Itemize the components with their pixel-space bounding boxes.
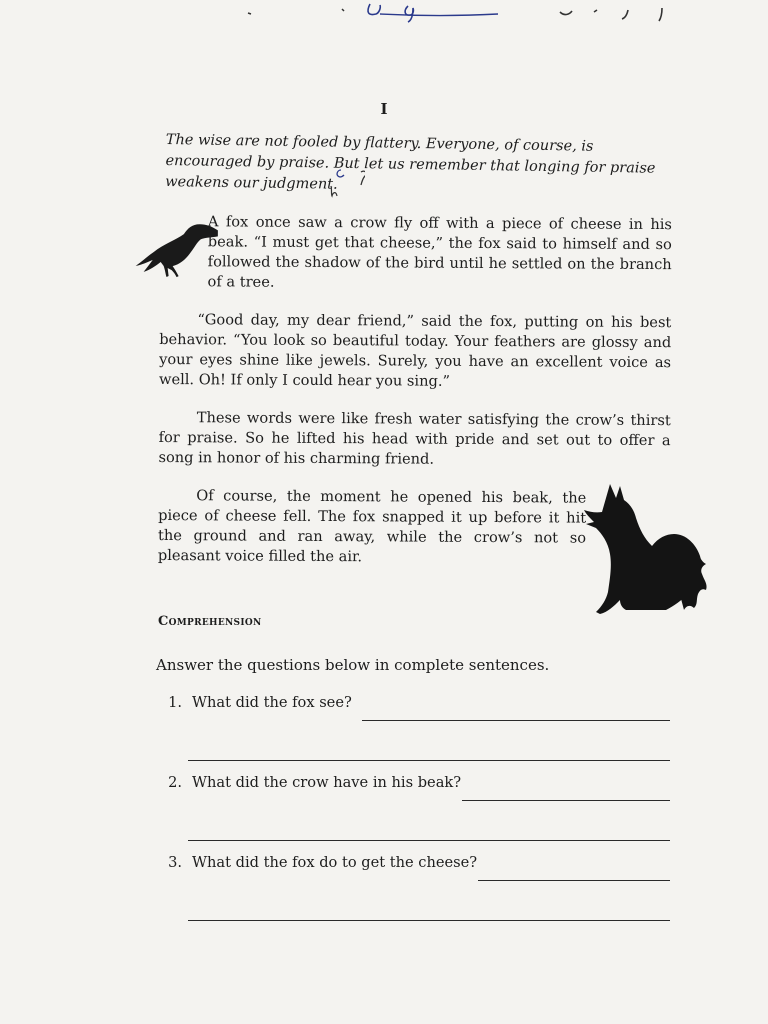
crow-illustration xyxy=(134,212,208,278)
question-number: 1. xyxy=(168,694,182,711)
fox-icon xyxy=(578,482,710,630)
question-text: What did the fox see? xyxy=(192,694,352,711)
answer-line[interactable] xyxy=(188,760,670,761)
handwritten-scribble-top xyxy=(230,0,690,28)
question-number: 3. xyxy=(168,854,182,871)
answer-line[interactable] xyxy=(188,840,670,841)
comprehension-instructions: Answer the questions below in complete sentences. xyxy=(156,656,550,674)
answer-line[interactable] xyxy=(362,720,670,721)
comprehension-heading: Comprehension xyxy=(158,614,262,629)
moral-text xyxy=(165,130,674,201)
question-number: 2. xyxy=(168,774,182,791)
story-paragraph-3: These words were like fresh water satisfying the crow’s thirst for praise. So he lifted his head with pride and set out to offer a song in honor of his charming friend. xyxy=(158,409,671,468)
answer-line[interactable] xyxy=(462,800,670,801)
moral-paragraph: The wise are not fooled by flattery. Everyone, of course, is encouraged by praise. But let us remember that longing for praise weakens our judgment. xyxy=(165,131,656,193)
handwritten-correction-mark xyxy=(285,168,365,208)
question-text: What did the fox do to get the cheese? xyxy=(192,854,478,871)
story-paragraph-2: “Good day, my dear friend,” said the fox, putting on his best behavior. “You look so beautiful today. Your feathers are glossy and your eyes shine like jewels. Surely, you have an excellent voice as well. Oh! If only I could hear you sing.” xyxy=(158,311,672,390)
answer-line[interactable] xyxy=(188,920,670,921)
question-text: What did the crow have in his beak? xyxy=(192,774,462,791)
story-paragraph-4: Of course, the moment he opened his beak, the piece of cheese fell. The fox snapped it up before it hit the ground and ran away, while the crow’s not so pleasant voice filled the air. xyxy=(157,487,587,566)
story-paragraph-1: A fox once saw a crow fly off with a piece of cheese in his beak. “I must get that cheese,” the fox said to himself and so followed the shadow of the bird until he settled on the branch of a tree. xyxy=(207,213,672,291)
chapter-number: I xyxy=(380,100,388,118)
answer-line[interactable] xyxy=(478,880,670,881)
